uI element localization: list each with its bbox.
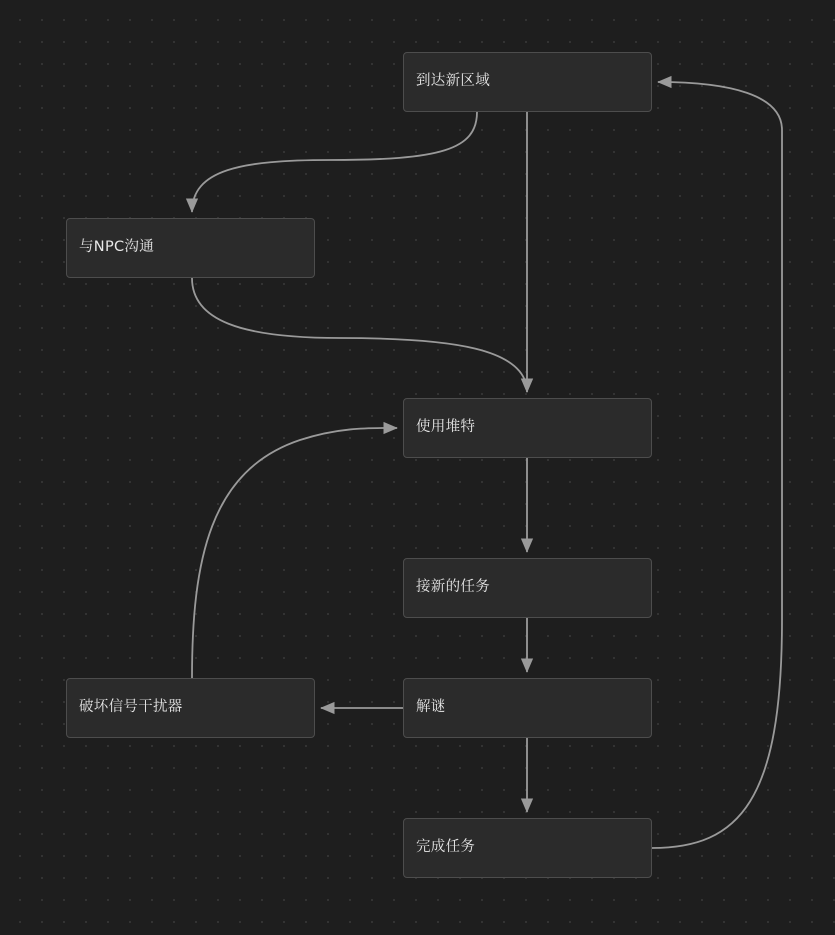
- node-label: 到达新区域: [416, 73, 490, 90]
- node-label: 解谜: [416, 699, 446, 716]
- node-label: 使用堆特: [416, 419, 476, 436]
- node-jammer[interactable]: [66, 678, 315, 738]
- edge-npc-to-use: [192, 278, 527, 392]
- edge-arrive-to-npc: [192, 112, 477, 212]
- node-use[interactable]: [403, 398, 652, 458]
- node-label: 与NPC沟通: [79, 239, 155, 256]
- node-npc[interactable]: [66, 218, 315, 278]
- edge-finish-to-arrive: [652, 82, 782, 848]
- node-label: 接新的任务: [416, 579, 490, 596]
- node-label: 完成任务: [416, 839, 476, 856]
- node-label: 破坏信号干扰器: [79, 699, 183, 716]
- node-arrive[interactable]: [403, 52, 652, 112]
- node-finish[interactable]: [403, 818, 652, 878]
- edge-jammer-to-use: [192, 428, 397, 678]
- node-newquest[interactable]: [403, 558, 652, 618]
- node-puzzle[interactable]: [403, 678, 652, 738]
